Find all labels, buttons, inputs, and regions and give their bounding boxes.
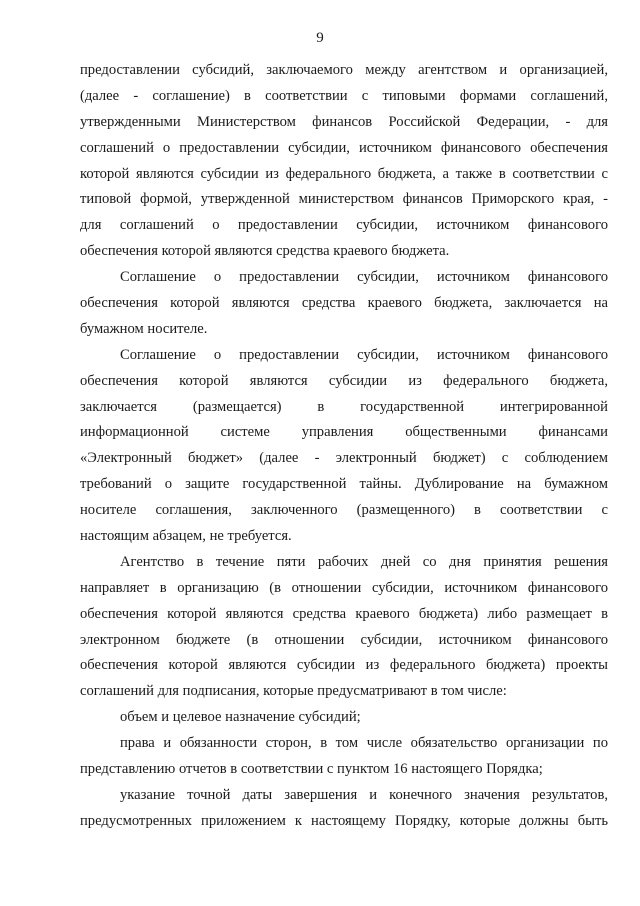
text-line: требований о защите государственной тайны. Дублирование на бумажном: [80, 476, 608, 493]
text-line: для соглашений о предоставлении субсидии, источником финансового: [80, 217, 608, 234]
text-line: указание точной даты завершения и конечного значения результатов,: [120, 786, 608, 803]
text-line: носителе соглашения, заключенного (размещенного) в соответствии с: [80, 502, 608, 519]
text-line: предусмотренных приложением к настоящему Порядку, которые должны быть: [80, 812, 608, 829]
text-line: «Электронный бюджет» (далее - электронный бюджет) с соблюдением: [80, 450, 608, 467]
text-line: (далее - соглашение) в соответствии с типовыми формами соглашений,: [80, 87, 608, 104]
text-line: обеспечения которой являются средства краевого бюджета, заключается на: [80, 295, 608, 312]
page-number: 9: [316, 30, 324, 46]
text-line: Соглашение о предоставлении субсидии, источником финансового: [120, 346, 608, 363]
text-line: соглашений для подписания, которые предусматривают в том числе:: [80, 683, 507, 700]
text-line: предоставлении субсидий, заключаемого между агентством и организацией,: [80, 62, 608, 78]
text-line: настоящим абзацем, не требуется.: [80, 528, 292, 545]
text-line: электронном бюджете (в отношении субсидии, источником финансового: [80, 631, 608, 648]
text-line: обеспечения которой являются субсидии из федерального бюджета) проекты: [80, 657, 608, 674]
text-line: обеспечения которой являются средства краевого бюджета) либо размещает в: [80, 605, 608, 622]
text-line: обеспечения которой являются средства краевого бюджета.: [80, 243, 450, 260]
text-line: Соглашение о предоставлении субсидии, источником финансового: [120, 269, 608, 286]
text-line: соглашений о предоставлении субсидии, источником финансового обеспечения: [80, 139, 608, 156]
document-body: [80, 58, 608, 835]
text-line: обеспечения которой являются субсидии из федерального бюджета,: [80, 372, 608, 389]
text-line: утвержденными Министерством финансов Российской Федерации, - для: [80, 113, 608, 130]
text-line: информационной системе управления общественными финансами: [80, 424, 608, 441]
text-line: которой являются субсидии из федерального бюджета, а также в соответствии с: [80, 165, 608, 182]
text-line: заключается (размещается) в государственной интегрированной: [80, 398, 608, 415]
text-line: бумажном носителе.: [80, 320, 208, 337]
text-line: направляет в организацию (в отношении субсидии, источником финансового: [80, 579, 608, 596]
text-line: объем и целевое назначение субсидий;: [120, 709, 361, 726]
text-line: представлению отчетов в соответствии с пунктом 16 настоящего Порядка;: [80, 761, 543, 778]
text-line: права и обязанности сторон, в том числе обязательство организации по: [120, 735, 608, 752]
text-line: типовой формой, утвержденной министерством финансов Приморского края, -: [80, 191, 608, 208]
text-line: Агентство в течение пяти рабочих дней со дня принятия решения: [120, 553, 608, 570]
